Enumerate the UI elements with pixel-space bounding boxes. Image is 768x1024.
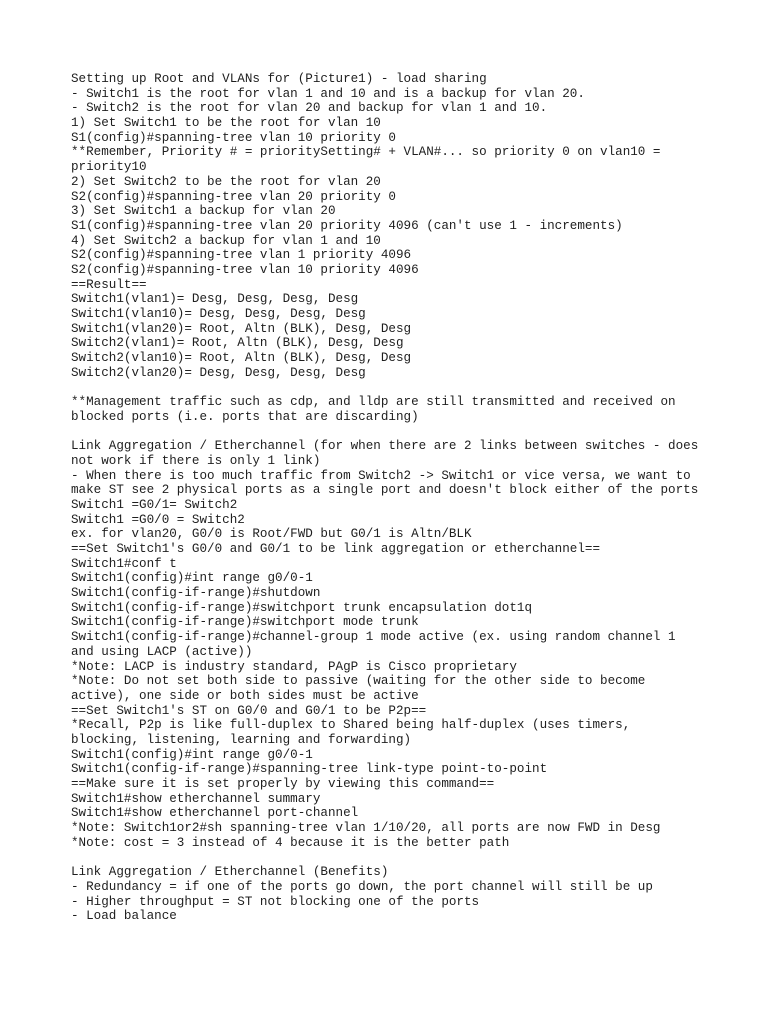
text-line: active), one side or both sides must be active <box>71 688 419 703</box>
text-line: S2(config)#spanning-tree vlan 20 priority 0 <box>71 189 396 204</box>
text-line: 1) Set Switch1 to be the root for vlan 10 <box>71 116 381 131</box>
text-line: blocking, listening, learning and forwarding) <box>71 732 412 747</box>
document-text <box>71 72 711 924</box>
text-line: Switch1 =G0/1= Switch2 <box>71 497 238 512</box>
text-line: S2(config)#spanning-tree vlan 1 priority 4096 <box>71 248 412 263</box>
text-line: **Remember, Priority # = prioritySetting# + VLAN#... so priority 0 on vlan10 = <box>71 145 661 160</box>
text-line: Switch1(vlan20)= Root, Altn (BLK), Desg, Desg <box>71 321 412 336</box>
text-line: *Note: LACP is industry standard, PAgP is Cisco proprietary <box>71 659 517 674</box>
text-line: Switch2(vlan10)= Root, Altn (BLK), Desg, Desg <box>71 351 412 366</box>
text-line: Switch1(config)#int range g0/0-1 <box>71 571 313 586</box>
text-line: make ST see 2 physical ports as a single port and doesn't block either of the ports <box>71 483 699 498</box>
text-line: and using LACP (active)) <box>71 644 253 659</box>
text-line: 2) Set Switch2 to be the root for vlan 20 <box>71 174 381 189</box>
text-line: Switch1 =G0/0 = Switch2 <box>71 512 245 527</box>
blank-line <box>71 850 711 865</box>
blank-line <box>71 425 711 440</box>
text-line: Link Aggregation / Etherchannel (Benefits) <box>71 865 389 880</box>
text-line: *Note: Switch1or2#sh spanning-tree vlan 1/10/20, all ports are now FWD in Desg <box>71 821 661 836</box>
text-line: - Switch1 is the root for vlan 1 and 10 and is a backup for vlan 20. <box>71 86 585 101</box>
text-line: *Note: Do not set both side to passive (waiting for the other side to become <box>71 674 646 689</box>
text-line: Switch1(config-if-range)#switchport trunk encapsulation dot1q <box>71 600 533 615</box>
text-line: 3) Set Switch1 a backup for vlan 20 <box>71 204 336 219</box>
text-line: S1(config)#spanning-tree vlan 10 priority 0 <box>71 130 396 145</box>
text-line: Switch1(config-if-range)#switchport mode trunk <box>71 615 419 630</box>
text-line: Switch1(vlan1)= Desg, Desg, Desg, Desg <box>71 292 359 307</box>
text-line: Switch1(config-if-range)#spanning-tree link-type point-to-point <box>71 762 548 777</box>
text-line: not work if there is only 1 link) <box>71 453 321 468</box>
text-line: ==Set Switch1's ST on G0/0 and G0/1 to be P2p== <box>71 703 427 718</box>
text-line: Switch1(config-if-range)#channel-group 1 mode active (ex. using random channel 1 <box>71 630 676 645</box>
text-line: Switch1(config-if-range)#shutdown <box>71 586 321 601</box>
text-line: - Switch2 is the root for vlan 20 and backup for vlan 1 and 10. <box>71 101 548 116</box>
text-line: Link Aggregation / Etherchannel (for when there are 2 links between switches - does <box>71 439 699 454</box>
text-line: - Load balance <box>71 909 177 924</box>
text-line: ex. for vlan20, G0/0 is Root/FWD but G0/1 is Altn/BLK <box>71 527 472 542</box>
text-line: blocked ports (i.e. ports that are discarding) <box>71 409 419 424</box>
text-line: Switch2(vlan20)= Desg, Desg, Desg, Desg <box>71 365 366 380</box>
text-line: 4) Set Switch2 a backup for vlan 1 and 10 <box>71 233 381 248</box>
text-line: ==Set Switch1's G0/0 and G0/1 to be link aggregation or etherchannel== <box>71 542 601 556</box>
text-line: *Recall, P2p is like full-duplex to Shared being half-duplex (uses timers, <box>71 718 631 733</box>
text-line: Switch1(config)#int range g0/0-1 <box>71 747 313 762</box>
blank-line <box>71 380 711 395</box>
text-line: - Redundancy = if one of the ports go down, the port channel will still be up <box>71 879 653 894</box>
text-line: S1(config)#spanning-tree vlan 20 priority 4096 (can't use 1 - increments) <box>71 218 623 233</box>
text-line: Setting up Root and VLANs for (Picture1) - load sharing <box>71 72 487 86</box>
text-line: Switch1#conf t <box>71 556 177 571</box>
text-line: - Higher throughput = ST not blocking one of the ports <box>71 894 480 909</box>
text-line: S2(config)#spanning-tree vlan 10 priority 4096 <box>71 262 419 277</box>
text-line: priority10 <box>71 160 147 175</box>
text-line: ==Result== <box>71 277 147 292</box>
text-line: Switch1#show etherchannel port-channel <box>71 806 359 821</box>
text-line: **Management traffic such as cdp, and lldp are still transmitted and received on <box>71 395 676 410</box>
text-line: Switch1(vlan10)= Desg, Desg, Desg, Desg <box>71 307 366 321</box>
text-line: Switch1#show etherchannel summary <box>71 791 321 806</box>
text-line: Switch2(vlan1)= Root, Altn (BLK), Desg, Desg <box>71 336 404 351</box>
text-line: ==Make sure it is set properly by viewing this command== <box>71 777 495 791</box>
text-line: *Note: cost = 3 instead of 4 because it is the better path <box>71 835 510 850</box>
text-line: - When there is too much traffic from Switch2 -> Switch1 or vice versa, we want to <box>71 468 691 483</box>
